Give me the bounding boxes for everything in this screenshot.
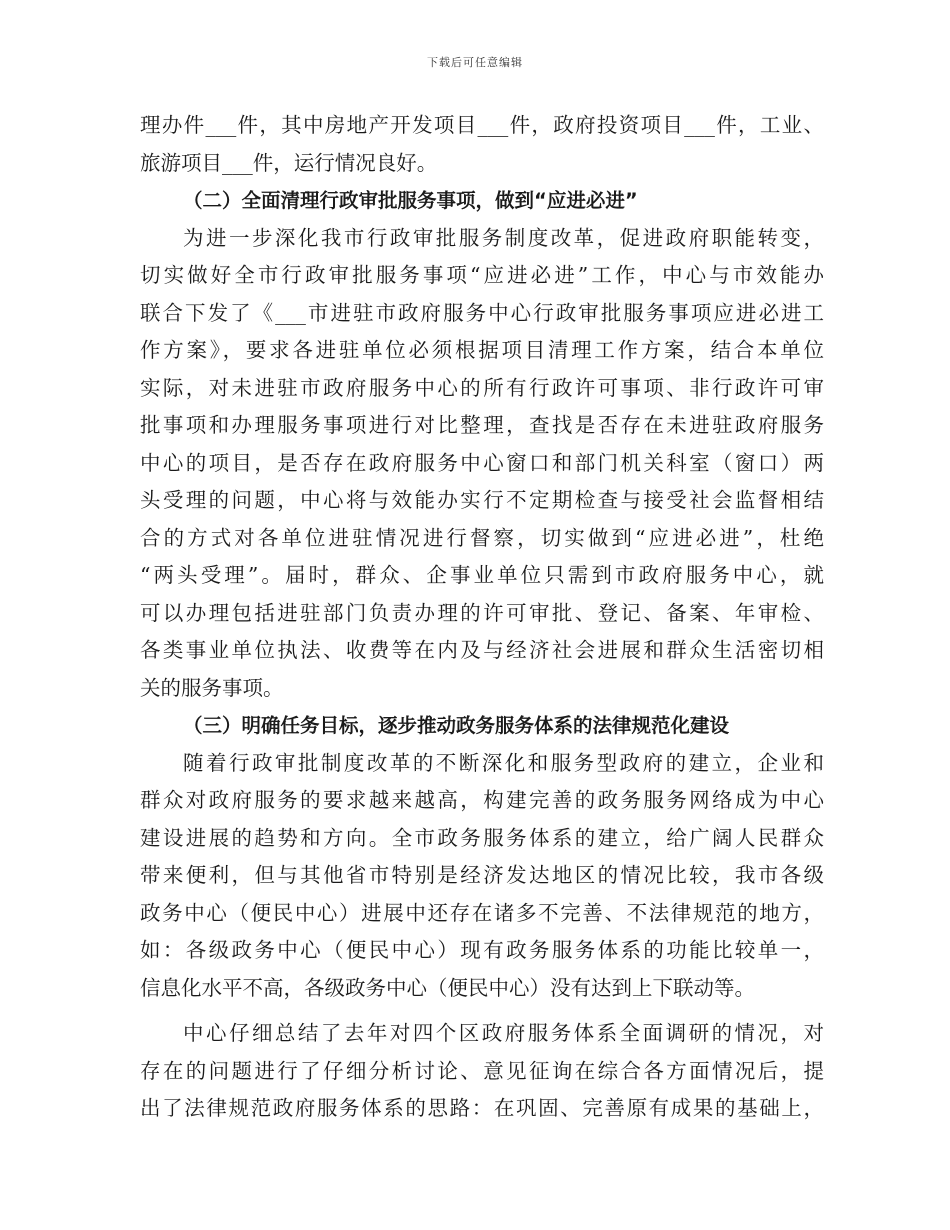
body-line: 理办件___件，其中房地产开发项目___件，政府投资项目___件，工业、 <box>140 113 824 137</box>
body-line: 关的服务事项。 <box>140 675 284 700</box>
body-line: 合的方式对各单位进驻情况进行督察，切实做到“应进必进”，杜绝 <box>140 525 824 550</box>
body-line: 政务中心（便民中心）进展中还存在诸多不完善、不法律规范的地方， <box>140 900 824 925</box>
body-line: 可以办理包括进驻部门负责办理的许可审批、登记、备案、年审检、 <box>140 600 824 625</box>
body-line: 作方案》，要求各进驻单位必须根据项目清理工作方案，结合本单位 <box>140 338 824 362</box>
body-line: 存在的问题进行了仔细分析讨论、意见征询在综合各方面情况后，提 <box>140 1058 824 1083</box>
section-heading: （三）明确任务目标，逐步推动政务服务体系的法律规范化建设 <box>183 714 730 737</box>
section-heading: （二）全面清理行政审批服务事项，做到“应进必进” <box>183 189 638 212</box>
body-line: 批事项和办理服务事项进行对比整理，查找是否存在未进驻政府服务 <box>140 413 824 437</box>
body-line: 各类事业单位执法、收费等在内及与经济社会进展和群众生活密切相 <box>140 638 824 662</box>
body-line: “两头受理”。届时，群众、企事业单位只需到市政府服务中心，就 <box>140 563 824 587</box>
body-line: 头受理的问题，中心将与效能办实行不定期检查与接受社会监督相结 <box>140 488 824 512</box>
body-line: 出了法律规范政府服务体系的思路：在巩固、完善原有成果的基础上， <box>140 1096 824 1120</box>
body-line: 随着行政审批制度改革的不断深化和服务型政府的建立，企业和 <box>183 750 824 775</box>
body-line: 为进一步深化我市行政审批服务制度改革，促进政府职能转变， <box>183 225 824 250</box>
body-line: 中心的项目，是否存在政府服务中心窗口和部门机关科室（窗口）两 <box>140 450 824 475</box>
body-line: 信息化水平不高，各级政务中心（便民中心）没有达到上下联动等。 <box>140 975 755 1000</box>
body-line: 带来便利，但与其他省市特别是经济发达地区的情况比较，我市各级 <box>140 863 824 887</box>
body-line: 中心仔细总结了去年对四个区政府服务体系全面调研的情况，对 <box>183 1021 824 1045</box>
body-line: 如：各级政务中心（便民中心）现有政务服务体系的功能比较单一， <box>140 938 824 962</box>
body-line: 实际，对未进驻市政府服务中心的所有行政许可事项、非行政许可审 <box>140 375 824 400</box>
body-line: 建设进展的趋势和方向。全市政务服务体系的建立，给广阔人民群众 <box>140 825 824 850</box>
body-line: 群众对政府服务的要求越来越高，构建完善的政务服务网络成为中心 <box>140 788 824 812</box>
body-line: 切实做好全市行政审批服务事项“应进必进”工作，中心与市效能办 <box>140 263 824 287</box>
body-line: 旅游项目___件，运行情况良好。 <box>140 150 438 175</box>
paragraph-spacer <box>140 1007 824 1015</box>
document-body <box>140 107 824 1128</box>
body-line: 联合下发了《___市进驻市政府服务中心行政审批服务事项应进必进工 <box>140 300 824 325</box>
page-header: 下载后可任意编辑 <box>427 56 523 69</box>
